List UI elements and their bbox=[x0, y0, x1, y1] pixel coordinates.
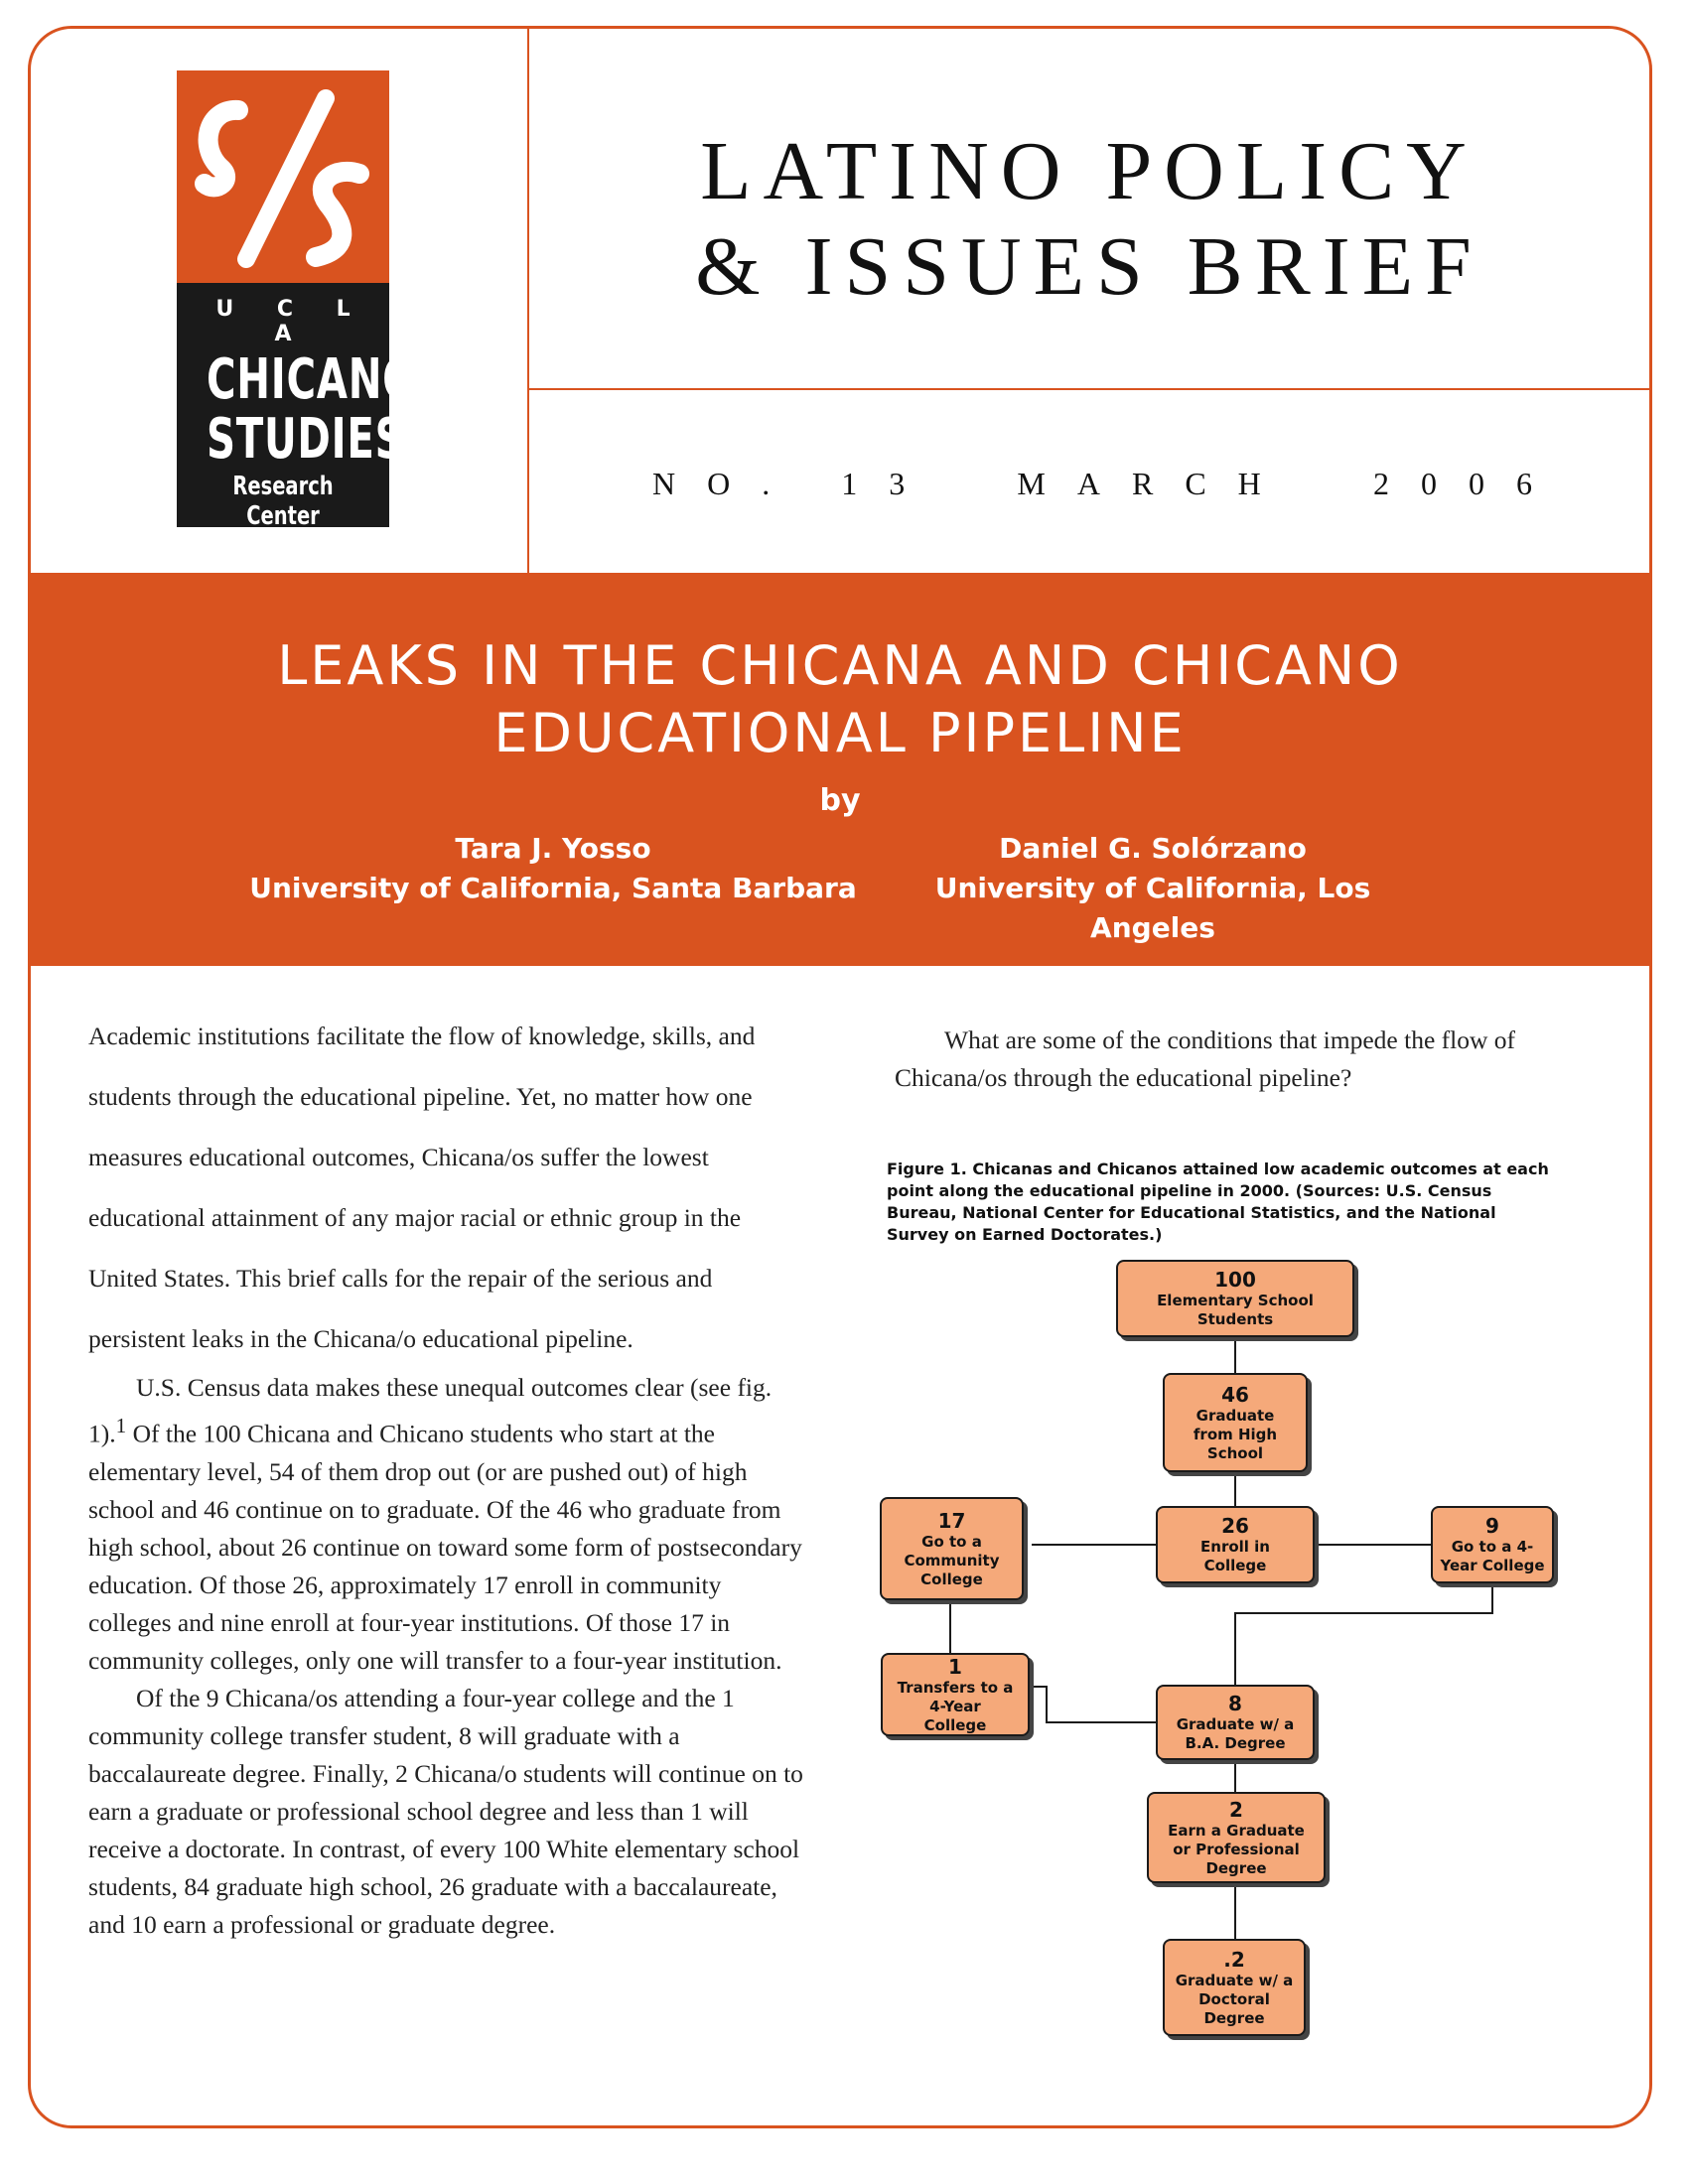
node-graduate-label: Earn a Graduate or Professional Degree bbox=[1168, 1821, 1305, 1877]
node-community-label: Go to a Community College bbox=[904, 1532, 1000, 1588]
node-graduate bbox=[1147, 1792, 1326, 1883]
body-paragraph-2-rest: Of the 100 Chicana and Chicano students who start at the elementary level, 54 of them drop out (or are pushed out) of high school and 46 continue on to graduate. Of the 46 who graduate from high school, about 26 continue on toward some form of postsecondary education. Of those 26, approximately 17 enroll in community colleges and nine enroll at four-year institutions. Of those 17 in community colleges, only one will transfer to a four-year institution. bbox=[88, 1419, 802, 1675]
node-graduate-value: 2 bbox=[1229, 1797, 1243, 1822]
masthead bbox=[31, 29, 1649, 573]
body-paragraph-1: Academic institutions facilitate the flow of knowledge, skills, and students through the educational pipeline. Yet, no matter how one measures educational outcomes, Chicana/os suffer the lowest educational attainment of any major racial or ethnic group in the United States. This brief calls for the repair of the serious and persistent leaks in the Chicana/o educational pipeline. bbox=[88, 1022, 756, 1353]
author-2 bbox=[875, 829, 1431, 948]
figure-caption: Figure 1. Chicanas and Chicanos attained low academic outcomes at each point along the educational pipeline in 2000. (Sources: U.S. Census Bureau, National Center for Educational Statistics, and the National Survey on Earned Doctorates.) bbox=[887, 1160, 1549, 1244]
node-community bbox=[880, 1497, 1024, 1600]
author-1 bbox=[225, 829, 881, 908]
author-1-affiliation: University of California, Santa Barbara bbox=[249, 872, 857, 904]
node-community-value: 17 bbox=[937, 1508, 966, 1533]
node-highschool bbox=[1163, 1373, 1308, 1472]
node-transfer bbox=[881, 1653, 1030, 1736]
author-1-name: Tara J. Yosso bbox=[455, 832, 651, 865]
node-elementary bbox=[1116, 1260, 1354, 1337]
footnote-marker: 1 bbox=[115, 1414, 127, 1437]
connector-transfer-ba bbox=[1032, 1687, 1156, 1722]
article-title-line1: LEAKS IN THE CHICANA AND CHICANO bbox=[277, 634, 1403, 697]
node-doctoral-value: .2 bbox=[1223, 1947, 1245, 1972]
body-paragraph-2 bbox=[88, 1369, 803, 1680]
logo-research-center: Research Center bbox=[232, 472, 334, 531]
issue-line bbox=[529, 466, 1649, 502]
node-transfer-value: 1 bbox=[948, 1654, 962, 1679]
node-elementary-value: 100 bbox=[1214, 1268, 1256, 1292]
logo-mark bbox=[177, 70, 389, 283]
node-ba-label: Graduate w/ a B.A. Degree bbox=[1176, 1715, 1295, 1752]
logo-studies: STUDIES bbox=[206, 407, 405, 472]
node-ba bbox=[1156, 1685, 1315, 1760]
node-enroll bbox=[1156, 1506, 1315, 1583]
body-paragraph-2-start: U.S. Census data makes these unequal outcomes clear (see fig. 1). bbox=[88, 1373, 773, 1448]
body-paragraph-3: Of the 9 Chicana/os attending a four-year college and the 1 community college transfer student, 8 will graduate with a baccalaureate degree. Finally, 2 Chicana/o students will continue on to earn a graduate or professional school degree and less than 1 will receive a doctorate. In contrast, of every 100 White elementary school students, 84 graduate high school, 26 graduate with a baccalaureate, and 10 earn a professional or graduate degree. bbox=[88, 1683, 803, 1939]
logo-wordmark bbox=[177, 283, 418, 531]
node-fouryear bbox=[1431, 1506, 1554, 1583]
node-fouryear-label: Go to a 4- Year College bbox=[1440, 1538, 1545, 1574]
publication-title bbox=[529, 124, 1649, 315]
publication-title-line1: LATINO POLICY bbox=[700, 125, 1478, 217]
node-transfer-label: Transfers to a 4-Year College bbox=[897, 1678, 1014, 1734]
node-enroll-label: Enroll in College bbox=[1200, 1538, 1270, 1574]
byline: by bbox=[819, 783, 861, 818]
cs-mark-icon bbox=[177, 70, 389, 283]
title-banner bbox=[31, 573, 1649, 966]
node-ba-value: 8 bbox=[1228, 1692, 1242, 1715]
masthead-horizontal-rule bbox=[529, 388, 1649, 390]
node-elementary-label: Elementary School Students bbox=[1157, 1292, 1314, 1328]
node-enroll-value: 26 bbox=[1221, 1514, 1249, 1538]
question-paragraph: What are some of the conditions that impede the flow of Chicana/os through the educational pipeline? bbox=[895, 1025, 1515, 1092]
logo-ucla: U C L A bbox=[215, 297, 368, 346]
left-column bbox=[88, 1006, 803, 1944]
csrc-logo bbox=[177, 70, 418, 531]
author-2-affiliation: University of California, Los Angeles bbox=[934, 872, 1371, 944]
author-2-name: Daniel G. Solórzano bbox=[999, 832, 1307, 865]
article-title-line2: EDUCATIONAL PIPELINE bbox=[493, 702, 1187, 764]
page-frame bbox=[28, 26, 1652, 2128]
publication-title-line2: & ISSUES BRIEF bbox=[695, 220, 1483, 313]
article-title bbox=[31, 632, 1649, 767]
node-fouryear-value: 9 bbox=[1485, 1514, 1499, 1538]
right-column bbox=[895, 1022, 1590, 1097]
logo-chicano: CHICANO bbox=[206, 347, 418, 412]
issue-number: NO. 13 bbox=[652, 466, 937, 501]
node-doctoral-label: Graduate w/ a Doctoral Degree bbox=[1175, 1971, 1294, 2027]
node-highschool-value: 46 bbox=[1221, 1382, 1249, 1407]
node-doctoral bbox=[1163, 1939, 1306, 2036]
issue-year: 2006 bbox=[1372, 466, 1564, 501]
issue-month: MARCH bbox=[1017, 466, 1293, 501]
node-highschool-label: Graduate from High School bbox=[1193, 1406, 1278, 1462]
connector-fouryear-ba bbox=[1235, 1583, 1492, 1685]
